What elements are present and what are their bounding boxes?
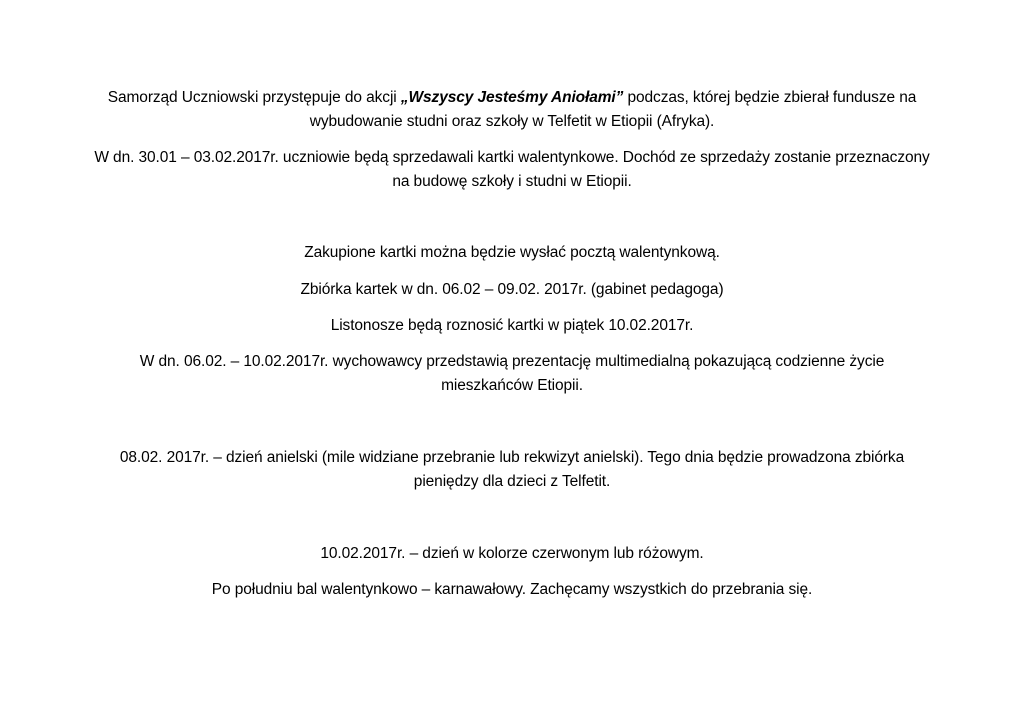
paragraph-valentine-post (60, 241, 964, 265)
text-segment: podczas, której będzie zbierał fundusze na (623, 89, 917, 106)
text-segment: Samorząd Uczniowski przystępuje do akcji (107, 89, 401, 106)
paragraph-line: Listonosze będą roznosić kartki w piątek 10.02.2017r. (330, 317, 694, 334)
paragraph-card-collection (60, 278, 964, 302)
paragraph-line: mieszkańców Etiopii. (441, 377, 583, 394)
paragraph-line: na budowę szkoły i studni w Etiopii. (392, 173, 632, 190)
paragraph-presentation (60, 350, 964, 398)
paragraph-ball (60, 578, 964, 602)
paragraph-card-sale (60, 146, 964, 194)
paragraph-line: 08.02. 2017r. – dzień anielski (mile widziane przebranie lub rekwizyt anielski). Tego dnia będzie prowadzona zbiórka (119, 449, 905, 466)
paragraph-line: Zbiórka kartek w dn. 06.02 – 09.02. 2017r. (gabinet pedagoga) (300, 281, 724, 298)
action-name-emphasis: „Wszyscy Jesteśmy Aniołami” (400, 89, 624, 106)
paragraph-postmen (60, 314, 964, 338)
paragraph-angel-day (60, 446, 964, 494)
paragraph-line: Po południu bal walentynkowo – karnawałowy. Zachęcamy wszystkich do przebrania się. (211, 581, 813, 598)
paragraph-red-day (60, 542, 964, 566)
paragraph-line: W dn. 06.02. – 10.02.2017r. wychowawcy przedstawią prezentację multimedialną pokazującą codzienne życie (139, 353, 885, 370)
paragraph-line: wybudowanie studni oraz szkoły w Telfetit w Etiopii (Afryka). (309, 113, 715, 130)
paragraph-line (60, 86, 964, 110)
paragraph-line: Zakupione kartki można będzie wysłać pocztą walentynkową. (304, 244, 720, 261)
paragraph-line: pieniędzy dla dzieci z Telfetit. (413, 473, 611, 490)
paragraph-action-announcement (60, 86, 964, 134)
paragraph-line: 10.02.2017r. – dzień w kolorze czerwonym lub różowym. (320, 545, 704, 562)
paragraph-line: W dn. 30.01 – 03.02.2017r. uczniowie będą sprzedawali kartki walentynkowe. Dochód ze sprzedaży zostanie przeznaczony (94, 149, 930, 166)
